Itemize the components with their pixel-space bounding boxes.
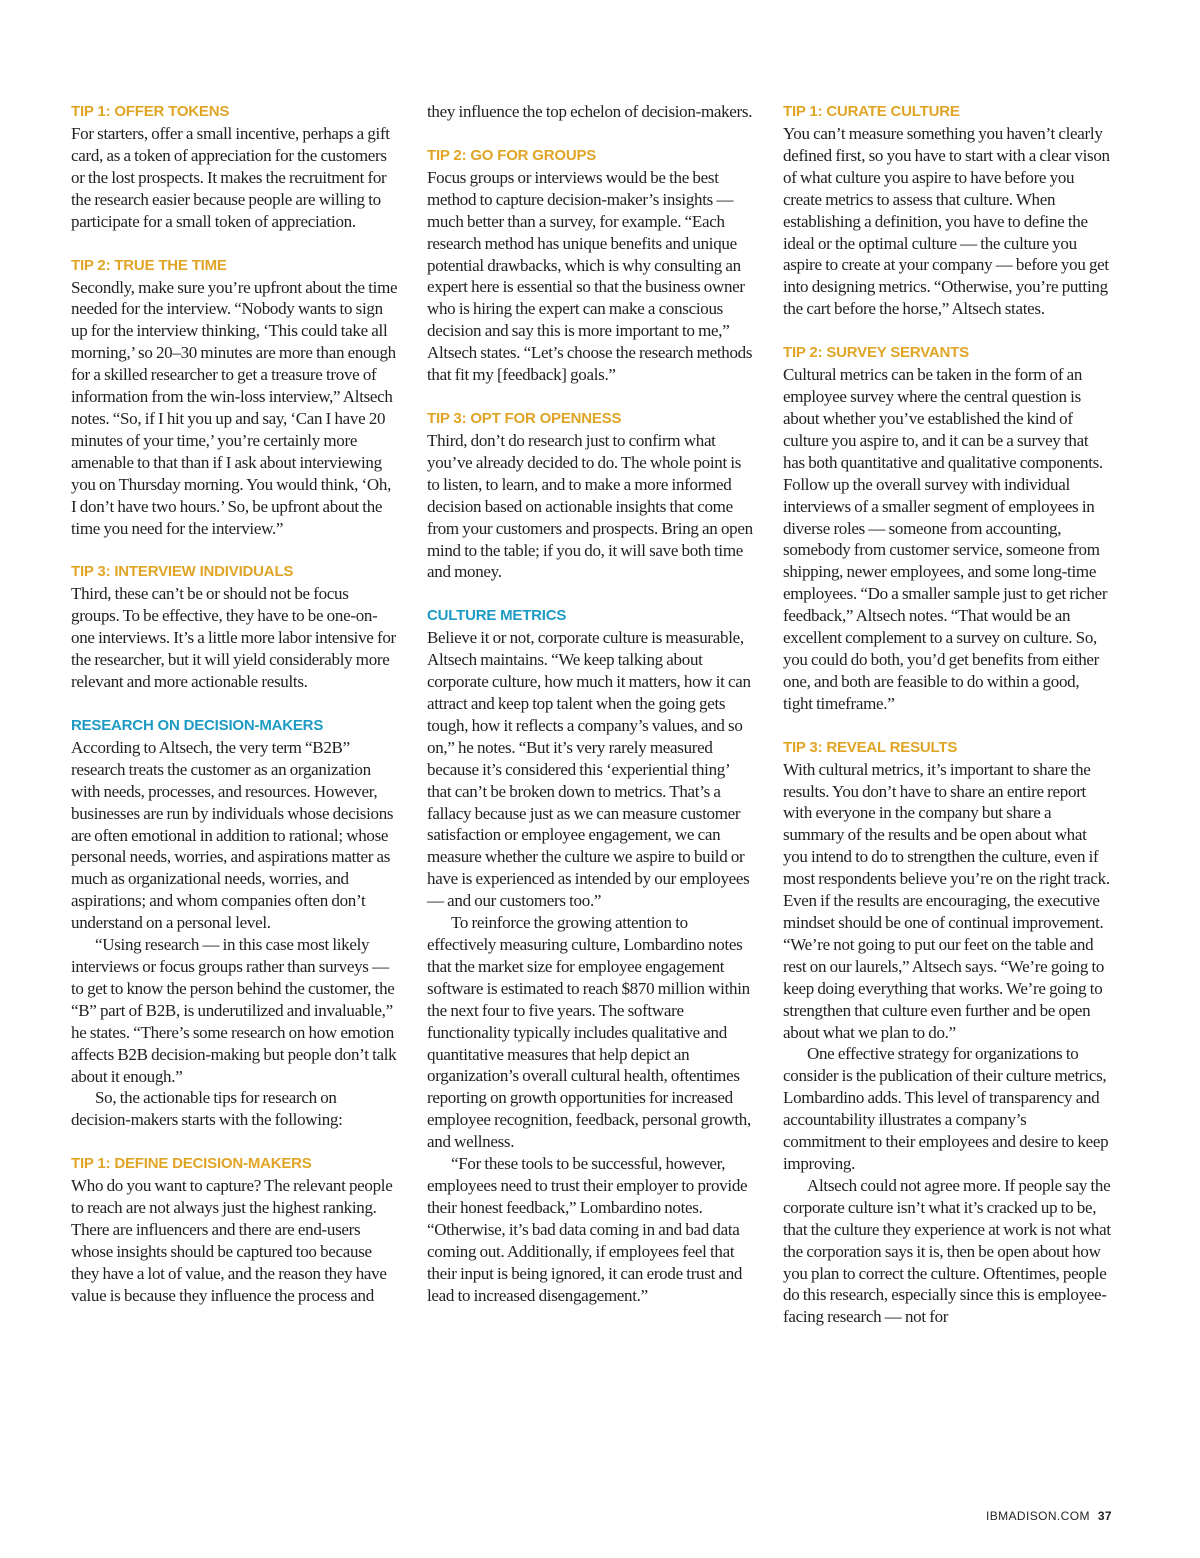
page-number: 37 bbox=[1097, 1509, 1112, 1523]
heading-go-for-groups: TIP 2: GO FOR GROUPS bbox=[427, 146, 597, 164]
heading-true-the-time: TIP 2: TRUE THE TIME bbox=[71, 256, 227, 274]
paragraph: To reinforce the growing attention to effectively measuring culture, Lombardino notes that the market size for employee engagement software is estimated to reach $870 million within the next four to five years. The software functionality typically includes qualitative and quantitative measures that help depict an organization’s overall cultural health, oftentimes reporting on growth opportunities for increased employee recognition, feedback, personal growth, and wellness. bbox=[427, 913, 751, 1152]
heading-reveal-results: TIP 3: REVEAL RESULTS bbox=[783, 738, 958, 756]
paragraph: “For these tools to be successful, however, employees need to trust their employer to provide their honest feedback,” Lombardino notes. “Otherwise, it’s bad data coming in and bad data coming out. Additionally, if employees feel that their input is being ignored, it can erode trust and lead to increased disengagement.” bbox=[427, 1154, 748, 1305]
paragraph: Third, these can’t be or should not be focus groups. To be effective, they have to be one-on-one interviews. It’s a little more labor intensive for the researcher, but it will yield considerably more relevant and more actionable results. bbox=[71, 584, 396, 692]
heading-research-on-decision-makers: RESEARCH ON DECISION-MAKERS bbox=[71, 716, 324, 734]
paragraph: You can’t measure something you haven’t clearly defined first, so you have to start with a clear vison of what culture you aspire to have before you create metrics to assess that culture. When establishing a definition, you have to define the ideal or the optimal culture — the culture you aspire to create at your company — before you get into designing metrics. “Otherwise, you’re putting the cart before the horse,” Altsech states. bbox=[783, 124, 1110, 319]
paragraph: Who do you want to capture? The relevant people to reach are not always just the highest ranking. There are influencers and there are end-users whose insights should be captured too because they have a lot of value, and the reason they have value is because they influence the process and bbox=[71, 1176, 393, 1305]
paragraph: Altsech could not agree more. If people say the corporate culture isn’t what it’s cracked up to be, that the culture they experience at work is not what the corporation says it is, then be open about how you plan to correct the culture. Oftentimes, people do this research, especially since this is employee-facing research — not for bbox=[783, 1175, 1111, 1327]
paragraph: Focus groups or interviews would be the best method to capture decision-maker’s insights — much better than a survey, for example. “Each research method has unique benefits and unique potential drawbacks, which is why consulting an expert here is essential so that the business owner who is hiring the expert can make a conscious decision and say this is more important to me,” Altsech states. “Let’s choose the research methods that fit my [feedback] goals.” bbox=[427, 167, 753, 385]
column-3 bbox=[783, 101, 1111, 1328]
paragraph: Believe it or not, corporate culture is measurable, Altsech maintains. “We keep talking about corporate culture, how much it matters, how it can attract and keep top talent when the going gets tough, how it reflects a company’s values, and so on,” he notes. “But it’s very rarely measured because it’s considered this ‘experiential thing’ that can’t be broken down to metrics. That’s a fallacy because just as we can measure customer satisfaction or employee engagement, we can measure whether the culture we aspire to build or have is experienced as intended by our employees — and our customers too.” bbox=[427, 628, 751, 911]
heading-curate-culture: TIP 1: CURATE CULTURE bbox=[783, 103, 960, 120]
heading-opt-for-openness: TIP 3: OPT FOR OPENNESS bbox=[427, 409, 622, 427]
heading-interview-individuals: TIP 3: INTERVIEW INDIVIDUALS bbox=[71, 563, 294, 581]
paragraph: So, the actionable tips for research on decision-makers starts with the following: bbox=[71, 1088, 343, 1130]
column-2 bbox=[427, 101, 755, 1306]
paragraph: Secondly, make sure you’re upfront about the time needed for the interview. “Nobody wants to sign up for the interview thinking, ‘This could take all morning,’ so 20–30 minutes are more than enough for a skilled researcher to get a treasure trove of information from the win-loss interview,” Altsech notes. “So, if I hit you up and say, ‘Can I have 20 minutes of your time,’ you’re certainly more amenable to that than if I ask about interviewing you on Thursday morning. You would think, ‘Oh, I don’t have two hours.’ So, be upfront about the time you need for the interview.” bbox=[71, 277, 398, 538]
paragraph: Third, don’t do research just to confirm what you’ve already decided to do. The whole point is to listen, to learn, and to make a more informed decision based on actionable insights that come from your customers and prospects. Bring an open mind to the table; if you do, it will save both time and money. bbox=[427, 430, 753, 582]
paragraph: Cultural metrics can be taken in the form of an employee survey where the central question is about whether you’ve established the kind of culture you aspire to, and it can be a survey that has both quantitative and qualitative components. Follow up the overall survey with individual interviews of a smaller segment of employees in diverse roles — someone from accounting, somebody from customer service, someone from shipping, newer employees, and some long-time employees. “Do a smaller sample just to get richer feedback,” Altsech notes. “That would be an excellent complement to a survey on culture. So, you could do both, you’d get benefits from either one, and both are feasible to do within a good, tight timeframe.” bbox=[783, 365, 1108, 713]
column-1 bbox=[71, 101, 399, 1307]
paragraph: they influence the top echelon of decision-makers. bbox=[427, 102, 753, 121]
paragraph: For starters, offer a small incentive, perhaps a gift card, as a token of appreciation for the customers or the lost prospects. It makes the recruitment for the research easier because people are willing to participate for a small token of appreciation. bbox=[71, 124, 390, 231]
page-footer bbox=[986, 1509, 1112, 1523]
paragraph: According to Altsech, the very term “B2B” research treats the customer as an organization with needs, processes, and resources. However, businesses are run by individuals whose decisions are often emotional in addition to rational; whose personal needs, worries, and aspirations matter as much as organizational needs, worries, and aspirations; and whom companies often don’t understand on a personal level. bbox=[71, 737, 394, 933]
footer-site: IBMADISON.COM bbox=[985, 1509, 1090, 1523]
paragraph: One effective strategy for organizations to consider is the publication of their culture metrics, Lombardino adds. This level of transparency and accountability illustrates a company’s commitment to their employees and desire to keep improving. bbox=[783, 1044, 1109, 1173]
heading-offer-tokens: TIP 1: OFFER TOKENS bbox=[71, 103, 230, 120]
paragraph: With cultural metrics, it’s important to share the results. You don’t have to share an entire report with everyone in the company but share a summary of the results and be open about what you intend to do to strengthen the culture, even if most respondents believe you’re on the right track. Even if the results are encouraging, the executive mindset should be one of continual improvement. “We’re not going to put our feet on the table and rest on our laurels,” Altsech says. “We’re going to keep doing everything that works. We’re going to strengthen that culture even further and be open about what we plan to do.” bbox=[783, 759, 1110, 1042]
heading-define-decision-makers: TIP 1: DEFINE DECISION-MAKERS bbox=[71, 1155, 312, 1173]
paragraph: “Using research — in this case most likely interviews or focus groups rather than surveys — to get to know the person behind the customer, the “B” part of B2B, is underutilized and invaluable,” he states. “There’s some research on how emotion affects B2B decision-making but people don’t talk about it enough.” bbox=[71, 935, 397, 1086]
heading-culture-metrics: CULTURE METRICS bbox=[427, 607, 567, 625]
heading-survey-servants: TIP 2: SURVEY SERVANTS bbox=[783, 344, 969, 362]
